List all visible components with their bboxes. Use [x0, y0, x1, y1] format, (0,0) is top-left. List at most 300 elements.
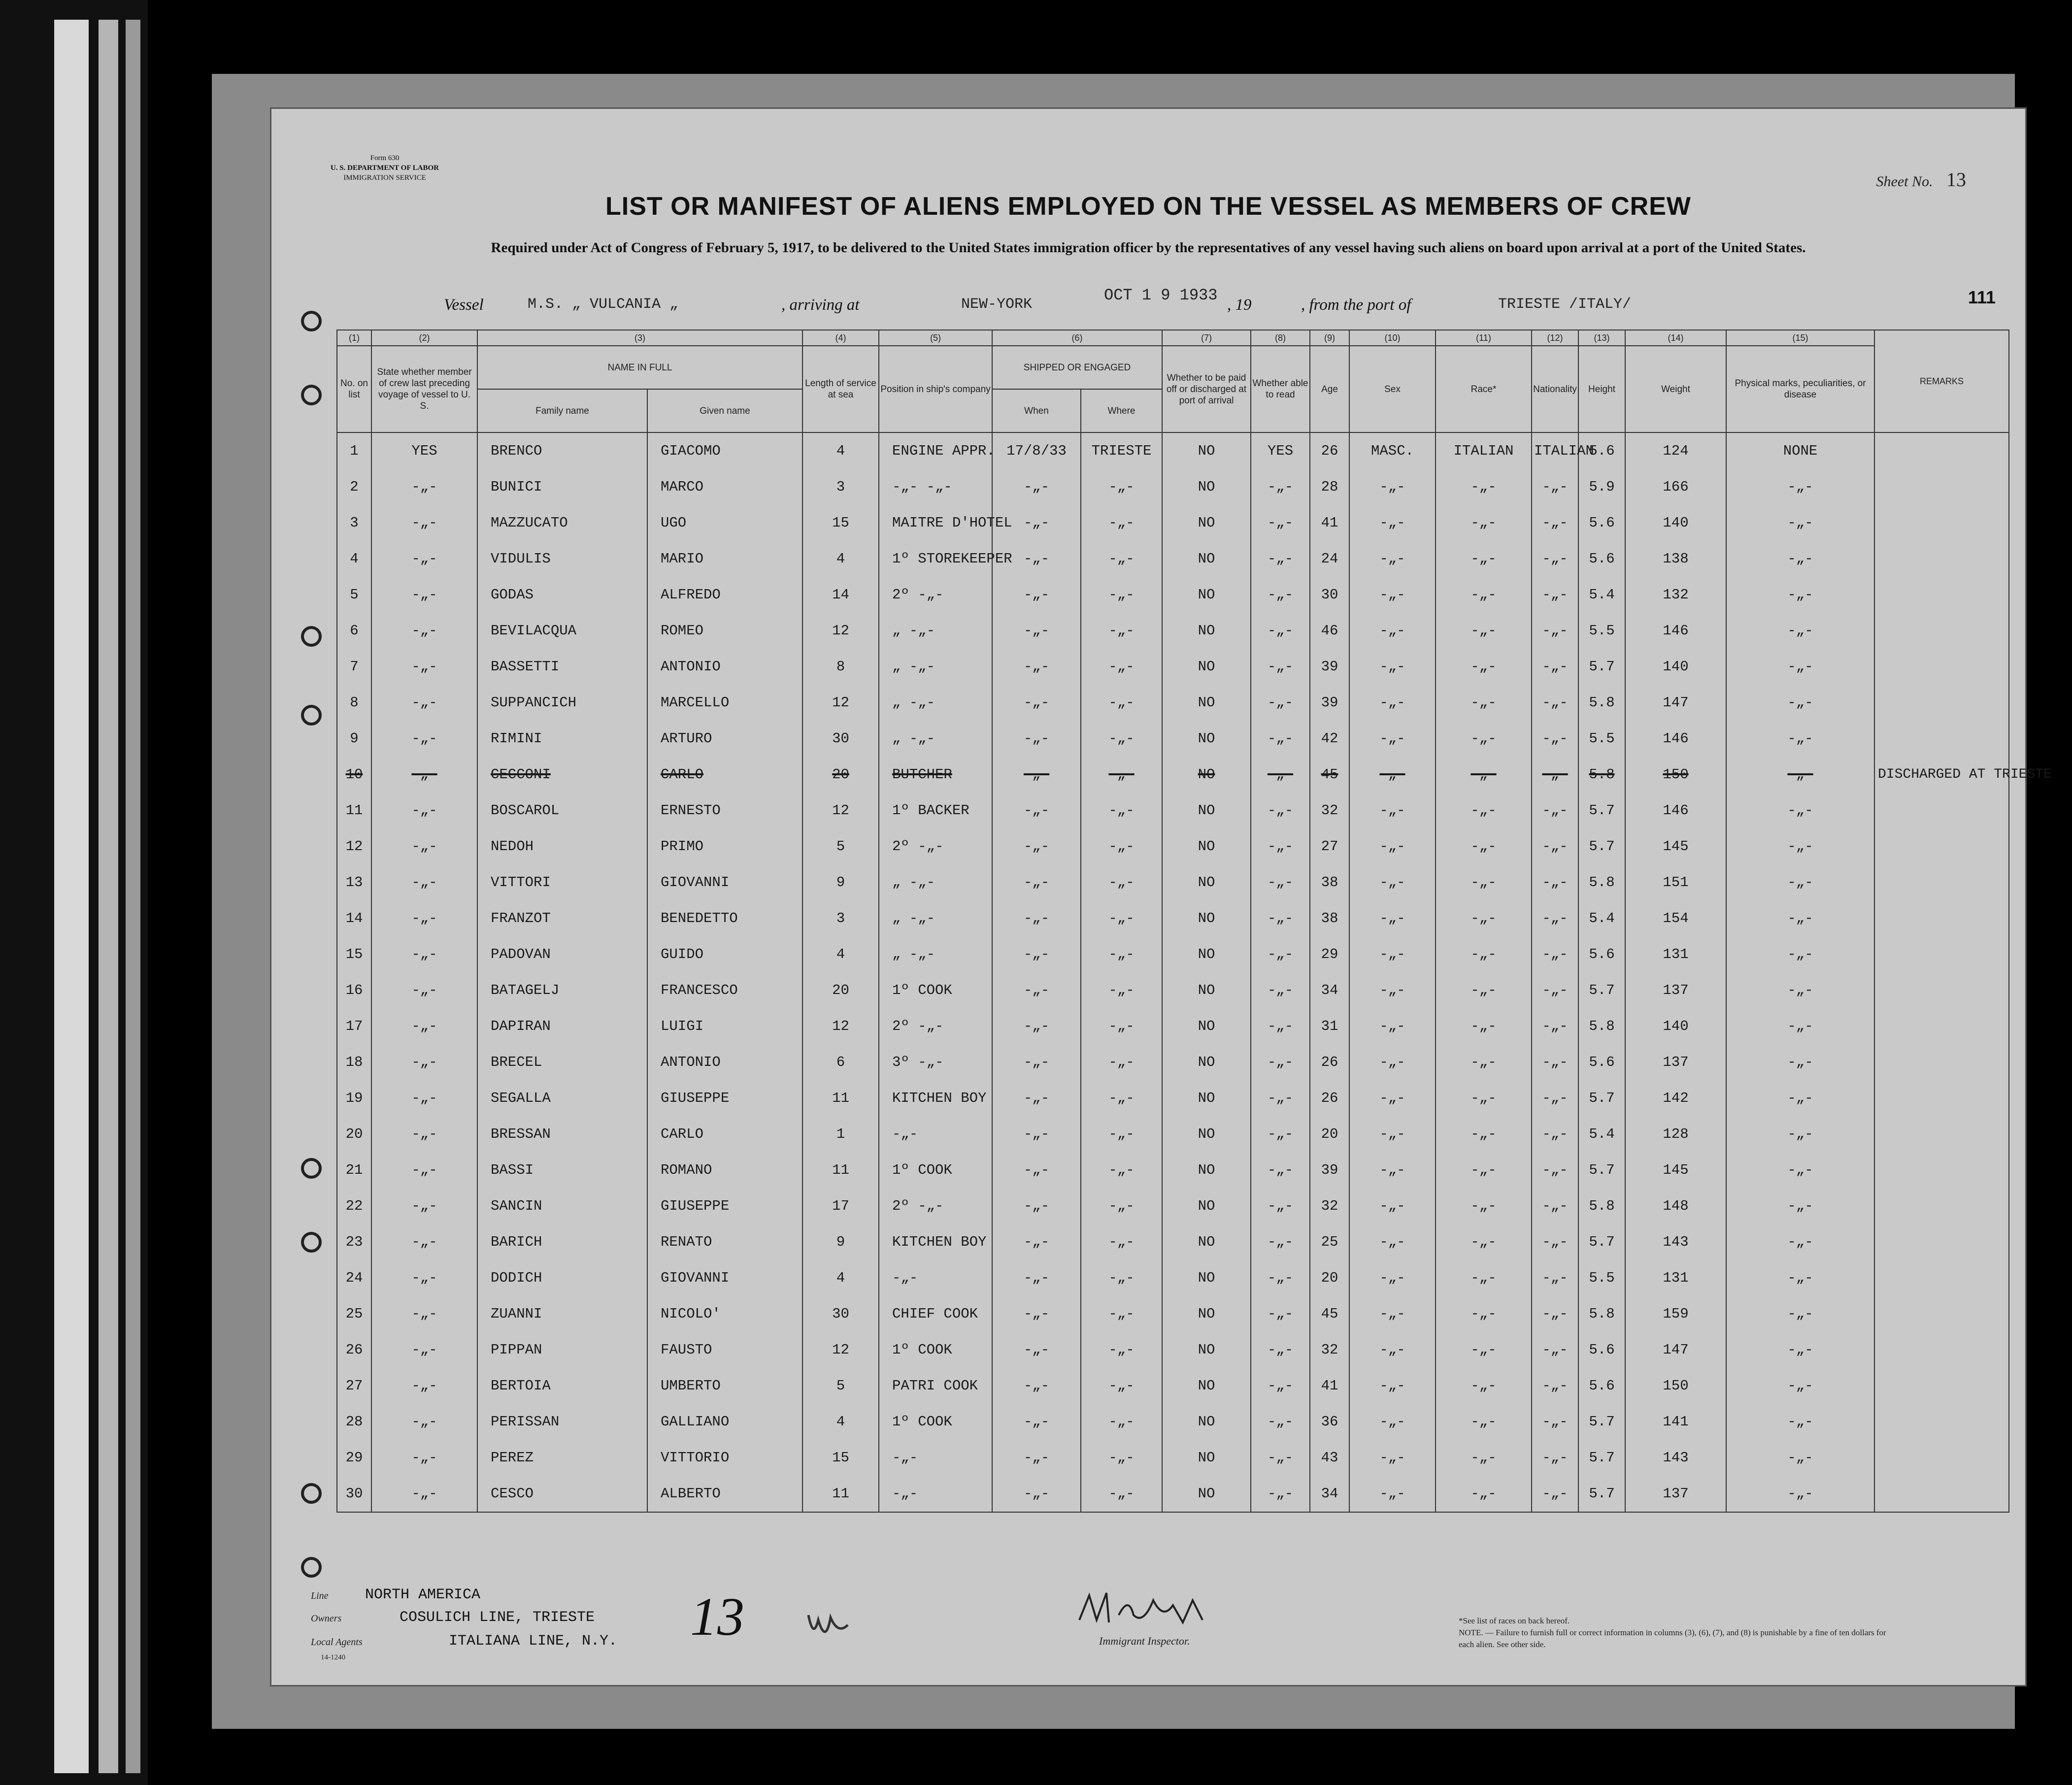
vessel-name: M.S. „ VULCANIA „: [528, 296, 679, 313]
position-cell: -„- -„-: [879, 469, 992, 505]
sex-cell: -„-: [1349, 1368, 1436, 1404]
paid-off-cell: NO: [1162, 505, 1251, 541]
remarks-cell: [1874, 936, 2009, 972]
length-of-service-cell: 12: [802, 613, 879, 649]
remarks-cell: [1874, 1404, 2009, 1440]
able-to-read-cell: -„-: [1251, 505, 1310, 541]
from-port: TRIESTE /ITALY/: [1498, 296, 1632, 313]
previous-voyage-cell: -„-: [371, 541, 477, 577]
position-cell: 1º COOK: [879, 1152, 992, 1188]
binder-strip: [126, 20, 140, 1773]
remarks-cell: [1874, 1476, 2009, 1512]
position-cell: „ -„-: [879, 649, 992, 685]
paid-off-cell: NO: [1162, 1260, 1251, 1296]
remarks-cell: DISCHARGED AT TRIESTE: [1874, 757, 2009, 793]
age-cell: 34: [1310, 1476, 1349, 1512]
remarks-cell: [1874, 685, 2009, 721]
given-name-cell: CARLO: [647, 1116, 802, 1152]
table-row: [337, 613, 2009, 649]
able-to-read-cell: -„-: [1251, 1476, 1310, 1512]
race-cell: -„-: [1436, 900, 1532, 936]
height-cell: 5.7: [1578, 649, 1625, 685]
shipped-when-cell: -„-: [992, 793, 1081, 828]
height-cell: 5.7: [1578, 1476, 1625, 1512]
shipped-when-cell: -„-: [992, 1188, 1081, 1224]
nationality-cell: -„-: [1532, 1224, 1578, 1260]
able-to-read-cell: -„-: [1251, 649, 1310, 685]
page-subtitle: Required under Act of Congress of February 5, 1917, to be delivered to the United States immigration officer by the representatives of any vessel having such aliens on board upon arrival at a port of the United States.: [491, 240, 1806, 256]
height-cell: 5.6: [1578, 432, 1625, 469]
col-num: (6): [992, 330, 1162, 346]
position-cell: 2º -„-: [879, 828, 992, 864]
race-note: *See list of races on back hereof.: [1459, 1616, 1570, 1625]
physical-marks-cell: -„-: [1726, 1440, 1874, 1476]
table-row: [337, 1188, 2009, 1224]
height-cell: 5.6: [1578, 541, 1625, 577]
age-cell: 39: [1310, 649, 1349, 685]
nationality-cell: -„-: [1532, 1152, 1578, 1188]
sheet-number: [1876, 168, 1966, 191]
weight-cell: 150: [1625, 1368, 1726, 1404]
given-name-cell: NICOLO': [647, 1296, 802, 1332]
height-cell: 5.4: [1578, 900, 1625, 936]
given-name-cell: ALBERTO: [647, 1476, 802, 1512]
nationality-cell: -„-: [1532, 828, 1578, 864]
weight-cell: 147: [1625, 685, 1726, 721]
weight-cell: 145: [1625, 1152, 1726, 1188]
height-cell: 5.8: [1578, 685, 1625, 721]
age-cell: 26: [1310, 432, 1349, 469]
row-number-cell: 5: [337, 577, 371, 613]
physical-marks-cell: -„-: [1726, 685, 1874, 721]
length-of-service-cell: 4: [802, 541, 879, 577]
length-of-service-cell: 11: [802, 1476, 879, 1512]
table-row: [337, 936, 2009, 972]
shipped-where-cell: -„-: [1081, 900, 1162, 936]
length-of-service-cell: 3: [802, 469, 879, 505]
shipped-when-cell: -„-: [992, 1152, 1081, 1188]
position-cell: 1º COOK: [879, 1404, 992, 1440]
race-cell: -„-: [1436, 1260, 1532, 1296]
able-to-read-cell: -„-: [1251, 685, 1310, 721]
row-number-cell: 3: [337, 505, 371, 541]
shipped-when-cell: 17/8/33: [992, 432, 1081, 469]
previous-voyage-cell: -„-: [371, 864, 477, 900]
physical-marks-cell: -„-: [1726, 541, 1874, 577]
row-number-cell: 6: [337, 613, 371, 649]
race-cell: -„-: [1436, 1476, 1532, 1512]
family-name-cell: PIPPAN: [477, 1332, 647, 1368]
sex-cell: -„-: [1349, 1116, 1436, 1152]
inspector-signature: [1069, 1586, 1247, 1635]
sex-cell: MASC.: [1349, 432, 1436, 469]
length-of-service-cell: 6: [802, 1044, 879, 1080]
weight-cell: 132: [1625, 577, 1726, 613]
weight-cell: 137: [1625, 1044, 1726, 1080]
vessel-label: Vessel: [444, 296, 484, 314]
length-of-service-cell: 12: [802, 685, 879, 721]
sex-cell: -„-: [1349, 1476, 1436, 1512]
previous-voyage-cell: YES: [371, 432, 477, 469]
shipped-where-cell: -„-: [1081, 1404, 1162, 1440]
nationality-cell: ITALIAN: [1532, 432, 1578, 469]
shipped-where-cell: TRIESTE: [1081, 432, 1162, 469]
shipped-where-cell: -„-: [1081, 649, 1162, 685]
physical-marks-cell: -„-: [1726, 649, 1874, 685]
sex-header: Sex: [1349, 346, 1436, 432]
paid-off-cell: NO: [1162, 936, 1251, 972]
height-cell: 5.7: [1578, 1440, 1625, 1476]
form-code: 14-1240: [321, 1653, 345, 1661]
row-number-cell: 26: [337, 1332, 371, 1368]
previous-voyage-cell: -„-: [371, 721, 477, 757]
row-number-cell: 21: [337, 1152, 371, 1188]
height-cell: 5.8: [1578, 1188, 1625, 1224]
col-num: (15): [1726, 330, 1874, 346]
paid-off-cell: NO: [1162, 469, 1251, 505]
age-cell: 45: [1310, 1296, 1349, 1332]
row-number-cell: 24: [337, 1260, 371, 1296]
physical-marks-cell: -„-: [1726, 1044, 1874, 1080]
remarks-cell: [1874, 1296, 2009, 1332]
remarks-cell: [1874, 505, 2009, 541]
height-cell: 5.4: [1578, 577, 1625, 613]
family-name-cell: PERISSAN: [477, 1404, 647, 1440]
length-of-service-cell: 15: [802, 1440, 879, 1476]
sex-cell: -„-: [1349, 864, 1436, 900]
age-header: Age: [1310, 346, 1349, 432]
height-cell: 5.8: [1578, 864, 1625, 900]
physical-marks-cell: -„-: [1726, 757, 1874, 793]
age-cell: 32: [1310, 793, 1349, 828]
penalty-note: NOTE. — Failure to furnish full or correct information in columns (3), (6), (7), and (8) is punishable by a fine of ten dollars for each alien. See other side.: [1459, 1628, 1886, 1649]
height-cell: 5.8: [1578, 1008, 1625, 1044]
weight-cell: 140: [1625, 1008, 1726, 1044]
length-of-service-cell: 4: [802, 432, 879, 469]
physical-marks-cell: -„-: [1726, 1296, 1874, 1332]
given-name-cell: MARCELLO: [647, 685, 802, 721]
col-num: (7): [1162, 330, 1251, 346]
race-header: Race*: [1436, 346, 1532, 432]
remarks-cell: [1874, 828, 2009, 864]
given-name-cell: RENATO: [647, 1224, 802, 1260]
previous-voyage-cell: -„-: [371, 793, 477, 828]
previous-voyage-cell: -„-: [371, 828, 477, 864]
race-cell: -„-: [1436, 936, 1532, 972]
family-name-cell: SANCIN: [477, 1188, 647, 1224]
weight-cell: 131: [1625, 936, 1726, 972]
row-number-cell: 30: [337, 1476, 371, 1512]
race-cell: -„-: [1436, 972, 1532, 1008]
position-cell: 1º COOK: [879, 1332, 992, 1368]
initials-mark: [803, 1605, 863, 1650]
physical-marks-cell: -„-: [1726, 1224, 1874, 1260]
department-name: U. S. DEPARTMENT OF LABOR: [330, 164, 439, 172]
arriving-label: , arriving at: [781, 296, 860, 314]
length-of-service-cell: 3: [802, 900, 879, 936]
previous-voyage-cell: -„-: [371, 1404, 477, 1440]
age-cell: 43: [1310, 1440, 1349, 1476]
family-name-cell: PEREZ: [477, 1440, 647, 1476]
shipped-where-cell: -„-: [1081, 1008, 1162, 1044]
able-to-read-cell: -„-: [1251, 577, 1310, 613]
shipped-where-cell: -„-: [1081, 613, 1162, 649]
race-cell: -„-: [1436, 577, 1532, 613]
able-to-read-cell: YES: [1251, 432, 1310, 469]
able-to-read-cell: -„-: [1251, 936, 1310, 972]
row-number-cell: 8: [337, 685, 371, 721]
length-of-service-cell: 1: [802, 1116, 879, 1152]
length-of-service-cell: 4: [802, 1260, 879, 1296]
sex-cell: -„-: [1349, 1440, 1436, 1476]
table-row: [337, 1224, 2009, 1260]
sex-cell: -„-: [1349, 649, 1436, 685]
physical-marks-cell: -„-: [1726, 1332, 1874, 1368]
table-row: [337, 685, 2009, 721]
crew-table: [336, 330, 2052, 1513]
able-to-read-cell: -„-: [1251, 1440, 1310, 1476]
family-name-cell: BOSCAROL: [477, 793, 647, 828]
age-cell: 32: [1310, 1332, 1349, 1368]
weight-cell: 137: [1625, 972, 1726, 1008]
sex-cell: -„-: [1349, 1152, 1436, 1188]
row-number-cell: 27: [337, 1368, 371, 1404]
remarks-cell: [1874, 900, 2009, 936]
age-cell: 39: [1310, 685, 1349, 721]
col-num: (2): [371, 330, 477, 346]
race-cell: -„-: [1436, 1008, 1532, 1044]
row-number-cell: 13: [337, 864, 371, 900]
height-cell: 5.8: [1578, 1296, 1625, 1332]
row-number-cell: 18: [337, 1044, 371, 1080]
remarks-cell: [1874, 1440, 2009, 1476]
table-row: [337, 1008, 2009, 1044]
paid-off-cell: NO: [1162, 1116, 1251, 1152]
when-header: When: [992, 389, 1081, 432]
previous-voyage-cell: -„-: [371, 1080, 477, 1116]
height-cell: 5.8: [1578, 757, 1625, 793]
nationality-cell: -„-: [1532, 649, 1578, 685]
shipped-when-cell: -„-: [992, 1476, 1081, 1512]
weight-cell: 146: [1625, 793, 1726, 828]
table-row: [337, 541, 2009, 577]
race-cell: -„-: [1436, 793, 1532, 828]
paid-off-cell: NO: [1162, 864, 1251, 900]
previous-voyage-cell: -„-: [371, 1440, 477, 1476]
physical-marks-cell: -„-: [1726, 613, 1874, 649]
given-name-cell: UGO: [647, 505, 802, 541]
shipped-when-cell: -„-: [992, 1080, 1081, 1116]
family-name-cell: BERTOIA: [477, 1368, 647, 1404]
physical-marks-cell: -„-: [1726, 828, 1874, 864]
family-name-cell: DAPIRAN: [477, 1008, 647, 1044]
given-name-cell: ERNESTO: [647, 793, 802, 828]
length-of-service-cell: 12: [802, 1008, 879, 1044]
previous-voyage-cell: -„-: [371, 1008, 477, 1044]
row-number-cell: 14: [337, 900, 371, 936]
shipped-where-cell: -„-: [1081, 1260, 1162, 1296]
sex-cell: -„-: [1349, 1080, 1436, 1116]
given-name-cell: VITTORIO: [647, 1440, 802, 1476]
remarks-cell: [1874, 1224, 2009, 1260]
age-cell: 20: [1310, 1116, 1349, 1152]
age-cell: 31: [1310, 1008, 1349, 1044]
physical-marks-cell: -„-: [1726, 469, 1874, 505]
physical-marks-cell: -„-: [1726, 577, 1874, 613]
paid-off-cell: NO: [1162, 541, 1251, 577]
name-header: NAME IN FULL: [477, 346, 802, 389]
height-cell: 5.7: [1578, 1152, 1625, 1188]
inspector-label: Immigrant Inspector.: [1099, 1635, 1190, 1647]
position-cell: „ -„-: [879, 864, 992, 900]
table-row: [337, 469, 2009, 505]
height-cell: 5.7: [1578, 828, 1625, 864]
able-to-read-cell: -„-: [1251, 1188, 1310, 1224]
family-name-cell: GODAS: [477, 577, 647, 613]
weight-cell: 145: [1625, 828, 1726, 864]
age-cell: 46: [1310, 613, 1349, 649]
handwritten-number: 13: [690, 1587, 744, 1647]
length-of-service-cell: 20: [802, 972, 879, 1008]
table-row: [337, 1368, 2009, 1404]
given-name-cell: ANTONIO: [647, 1044, 802, 1080]
position-cell: PATRI COOK: [879, 1368, 992, 1404]
row-number-cell: 20: [337, 1116, 371, 1152]
table-row: [337, 1476, 2009, 1512]
given-name-cell: GIOVANNI: [647, 864, 802, 900]
height-cell: 5.7: [1578, 1224, 1625, 1260]
shipped-when-cell: -„-: [992, 1008, 1081, 1044]
shipped-where-cell: -„-: [1081, 1188, 1162, 1224]
sex-cell: -„-: [1349, 793, 1436, 828]
height-header: Height: [1578, 346, 1625, 432]
table-row: [337, 1152, 2009, 1188]
date-stamp: OCT 1 9 1933: [1104, 286, 1218, 304]
height-cell: 5.4: [1578, 1116, 1625, 1152]
punch-hole: [301, 626, 322, 647]
row-number-cell: 16: [337, 972, 371, 1008]
row-number-cell: 1: [337, 432, 371, 469]
previous-voyage-cell: -„-: [371, 649, 477, 685]
family-name-cell: DODICH: [477, 1260, 647, 1296]
weight-cell: 140: [1625, 505, 1726, 541]
remarks-cell: [1874, 1080, 2009, 1116]
col-num: (4): [802, 330, 879, 346]
service-name: IMMIGRATION SERVICE: [343, 174, 426, 182]
race-cell: -„-: [1436, 1404, 1532, 1440]
able-to-read-cell: -„-: [1251, 1008, 1310, 1044]
row-number-cell: 29: [337, 1440, 371, 1476]
given-name-cell: PRIMO: [647, 828, 802, 864]
physical-marks-cell: -„-: [1726, 1080, 1874, 1116]
sex-cell: -„-: [1349, 1296, 1436, 1332]
nationality-cell: -„-: [1532, 972, 1578, 1008]
arriving-port: NEW-YORK: [961, 296, 1033, 313]
sex-cell: -„-: [1349, 505, 1436, 541]
physical-marks-cell: -„-: [1726, 505, 1874, 541]
nationality-cell: -„-: [1532, 577, 1578, 613]
position-cell: ENGINE APPR.: [879, 432, 992, 469]
length-of-service-cell: 9: [802, 1224, 879, 1260]
nationality-cell: -„-: [1532, 1332, 1578, 1368]
previous-voyage-cell: -„-: [371, 936, 477, 972]
family-name-cell: BATAGELJ: [477, 972, 647, 1008]
able-to-read-cell: -„-: [1251, 1152, 1310, 1188]
family-name-cell: MAZZUCATO: [477, 505, 647, 541]
col-num: (5): [879, 330, 992, 346]
weight-cell: 141: [1625, 1404, 1726, 1440]
nationality-cell: -„-: [1532, 1116, 1578, 1152]
shipped-where-cell: -„-: [1081, 1152, 1162, 1188]
paid-off-cell: NO: [1162, 1224, 1251, 1260]
weight-cell: 150: [1625, 757, 1726, 793]
position-cell: -„-: [879, 1116, 992, 1152]
punch-hole: [301, 1483, 322, 1504]
sex-cell: -„-: [1349, 1008, 1436, 1044]
form-number: Form 630: [370, 154, 400, 162]
table-row: [337, 1116, 2009, 1152]
table-row: [337, 864, 2009, 900]
given-name-cell: ARTURO: [647, 721, 802, 757]
physical-marks-cell: -„-: [1726, 1116, 1874, 1152]
punch-hole: [301, 705, 322, 726]
height-cell: 5.5: [1578, 1260, 1625, 1296]
table-row: [337, 649, 2009, 685]
remarks-cell: [1874, 613, 2009, 649]
length-of-service-cell: 12: [802, 793, 879, 828]
shipped-where-cell: -„-: [1081, 1224, 1162, 1260]
family-name-cell: VIDULIS: [477, 541, 647, 577]
page-title: LIST OR MANIFEST OF ALIENS EMPLOYED ON THE VESSEL AS MEMBERS OF CREW: [605, 192, 1691, 221]
age-cell: 25: [1310, 1224, 1349, 1260]
punch-hole: [301, 1158, 322, 1179]
row-number-cell: 23: [337, 1224, 371, 1260]
paid-off-cell: NO: [1162, 1008, 1251, 1044]
sex-cell: -„-: [1349, 1332, 1436, 1368]
given-name-cell: GIACOMO: [647, 432, 802, 469]
nationality-cell: -„-: [1532, 1080, 1578, 1116]
sex-cell: -„-: [1349, 828, 1436, 864]
family-name-cell: SEGALLA: [477, 1080, 647, 1116]
previous-voyage-cell: -„-: [371, 1152, 477, 1188]
paid-off-cell: NO: [1162, 1044, 1251, 1080]
nationality-cell: -„-: [1532, 1476, 1578, 1512]
footer: [301, 1586, 1996, 1679]
position-cell: KITCHEN BOY: [879, 1224, 992, 1260]
weight-cell: 131: [1625, 1260, 1726, 1296]
race-cell: -„-: [1436, 649, 1532, 685]
remarks-cell: [1874, 577, 2009, 613]
position-cell: BUTCHER: [879, 757, 992, 793]
physical-marks-cell: -„-: [1726, 1008, 1874, 1044]
able-to-read-cell: -„-: [1251, 793, 1310, 828]
length-of-service-cell: 15: [802, 505, 879, 541]
race-cell: -„-: [1436, 864, 1532, 900]
previous-voyage-cell: -„-: [371, 757, 477, 793]
sex-cell: -„-: [1349, 1404, 1436, 1440]
sex-cell: -„-: [1349, 721, 1436, 757]
weight-cell: 140: [1625, 649, 1726, 685]
previous-voyage-cell: -„-: [371, 1116, 477, 1152]
row-number-cell: 11: [337, 793, 371, 828]
position-cell: „ -„-: [879, 613, 992, 649]
row-number-cell: 15: [337, 936, 371, 972]
remarks-cell: [1874, 1044, 2009, 1080]
nationality-cell: -„-: [1532, 469, 1578, 505]
physical-marks-cell: -„-: [1726, 936, 1874, 972]
nationality-cell: -„-: [1532, 1260, 1578, 1296]
shipped-when-cell: -„-: [992, 1116, 1081, 1152]
